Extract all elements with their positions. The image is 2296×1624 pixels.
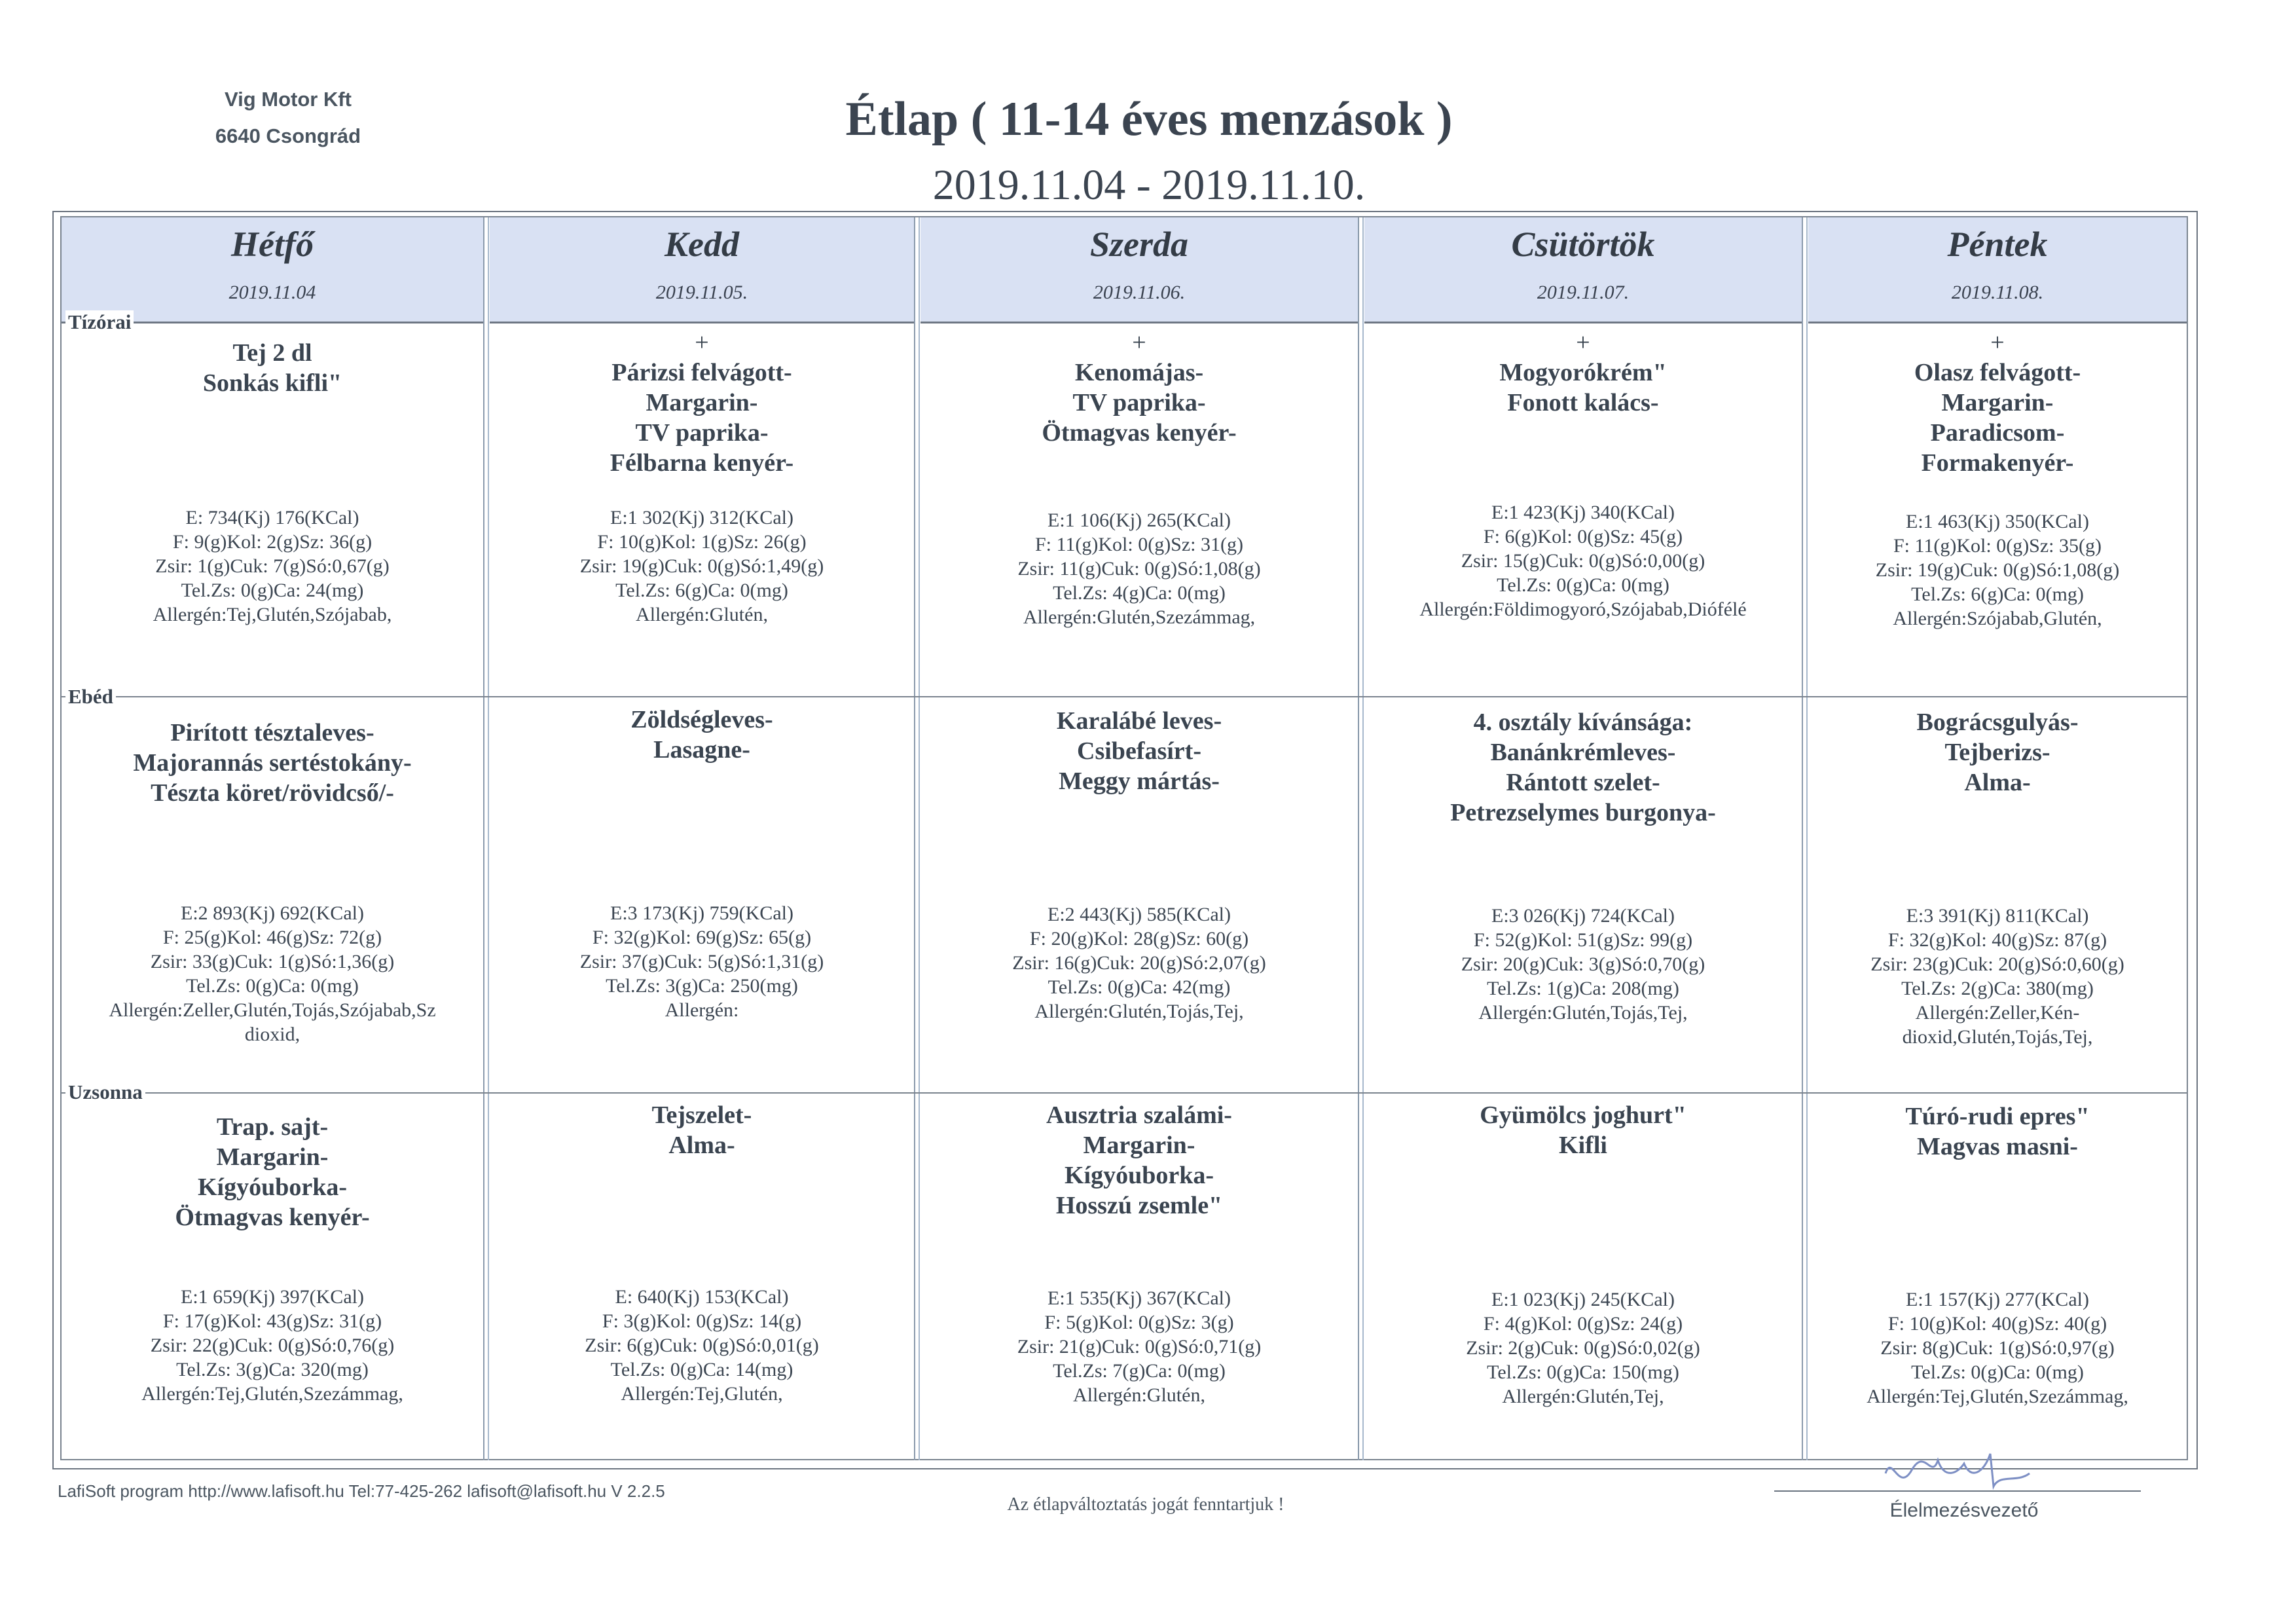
text-line: Zsir: 6(g)Cuk: 0(g)Só:0,01(g)	[585, 1335, 819, 1356]
text-line: Bográcsgulyás-	[1916, 709, 2079, 736]
text-line: Tészta köret/rövidcső/-	[151, 779, 394, 807]
text-line: Alma-	[668, 1132, 735, 1159]
text-line: Allergén:Glutén,	[636, 604, 768, 625]
day-date: 2019.11.05.	[655, 282, 748, 303]
text-line: Zsir: 23(g)Cuk: 20(g)Só:0,60(g)	[1870, 953, 2124, 975]
dish-list	[920, 1100, 1358, 1221]
text-line: Zsir: 15(g)Cuk: 0(g)Só:0,00(g)	[1461, 550, 1705, 572]
text-line: Allergén:Tej,Glutén,Szezámmag,	[1867, 1386, 2128, 1407]
day-header-wednesday	[920, 217, 1358, 323]
text-line: F: 25(g)Kol: 46(g)Sz: 72(g)	[162, 927, 382, 948]
text-line: E:1 423(Kj) 340(KCal)	[1491, 502, 1675, 523]
menu-cell	[62, 338, 483, 398]
text-line: F: 6(g)Kol: 0(g)Sz: 45(g)	[1483, 526, 1683, 547]
text-line: F: 17(g)Kol: 43(g)Sz: 31(g)	[162, 1310, 382, 1332]
text-line: Allergén:Tej,Glutén,Szójabab,	[153, 604, 392, 625]
text-line: Zsir: 19(g)Cuk: 0(g)Só:1,49(g)	[579, 555, 824, 577]
section-label-uzsonna: Uzsonna	[65, 1080, 145, 1104]
text-line: TV paprika-	[635, 419, 769, 447]
nutrition-info	[1364, 904, 1802, 1025]
menu-cell	[920, 706, 1358, 796]
text-line: Tel.Zs: 3(g)Ca: 250(mg)	[606, 975, 798, 997]
signature-label: Élelmezésvezető	[1889, 1500, 2039, 1521]
text-line: Kígyóuborka-	[1064, 1162, 1214, 1189]
day-header-tuesday	[490, 217, 914, 323]
text-line: Túró-rudi epres"	[1905, 1103, 2090, 1130]
text-line: Mogyorókrém"	[1499, 359, 1667, 386]
text-line: F: 4(g)Kol: 0(g)Sz: 24(g)	[1483, 1313, 1683, 1335]
section-label-ebed: Ebéd	[65, 685, 116, 709]
day-date: 2019.11.08.	[1951, 282, 2044, 303]
text-line: Majorannás sertéstokány-	[133, 749, 412, 777]
plus-sign: +	[1576, 329, 1590, 356]
menu-cell	[62, 1112, 483, 1232]
text-line: Tel.Zs: 7(g)Ca: 0(mg)	[1053, 1360, 1226, 1382]
text-line: Tel.Zs: 0(g)Ca: 150(mg)	[1487, 1361, 1679, 1383]
text-line: Tel.Zs: 6(g)Ca: 0(mg)	[615, 580, 788, 601]
column-divider	[914, 217, 915, 1460]
text-line: F: 20(g)Kol: 28(g)Sz: 60(g)	[1029, 928, 1249, 950]
text-line: Allergén:Szójabab,Glutén,	[1893, 608, 2102, 629]
company-address: 6640 Csongrád	[215, 124, 361, 147]
plus-sign: +	[1990, 329, 2005, 356]
text-line: F: 11(g)Kol: 0(g)Sz: 35(g)	[1893, 535, 2102, 557]
menu-cell	[1808, 1101, 2187, 1162]
text-line: Zsir: 20(g)Cuk: 3(g)Só:0,70(g)	[1461, 953, 1705, 975]
signature-line	[1774, 1490, 2141, 1492]
nutrition-info	[490, 1285, 914, 1406]
text-line: Tel.Zs: 4(g)Ca: 0(mg)	[1053, 582, 1226, 604]
menu-period: 2019.11.04 - 2019.11.10.	[932, 161, 1366, 209]
text-line: Tel.Zs: 0(g)Ca: 0(mg)	[186, 975, 359, 997]
text-line: Kígyóuborka-	[197, 1173, 348, 1201]
text-line: F: 32(g)Kol: 69(g)Sz: 65(g)	[592, 927, 812, 948]
signature-icon	[1872, 1434, 2043, 1500]
text-line: dioxid,Glutén,Tojás,Tej,	[1902, 1026, 2093, 1048]
dish-list	[490, 705, 914, 765]
text-line: Gyümölcs joghurt"	[1480, 1101, 1686, 1129]
dish-list	[1364, 707, 1802, 828]
text-line: Olasz felvágott-	[1914, 359, 2081, 386]
dish-list	[490, 358, 914, 478]
text-line: Margarin-	[216, 1143, 329, 1171]
day-header-friday	[1808, 217, 2187, 323]
day-name: Kedd	[665, 225, 739, 264]
menu-cell	[62, 718, 483, 808]
text-line: Tel.Zs: 0(g)Ca: 0(mg)	[1911, 1361, 2084, 1383]
day-date: 2019.11.07.	[1537, 282, 1630, 303]
text-line: Rántott szelet-	[1506, 769, 1660, 796]
menu-cell	[490, 1100, 914, 1160]
text-line: E:1 659(Kj) 397(KCal)	[181, 1286, 364, 1308]
text-line: E: 640(Kj) 153(KCal)	[615, 1286, 789, 1308]
text-line: Tejberizs-	[1944, 739, 2050, 766]
day-date: 2019.11.04	[228, 282, 316, 303]
text-line: Ötmagvas kenyér-	[175, 1204, 370, 1231]
text-line: Tel.Zs: 6(g)Ca: 0(mg)	[1911, 583, 2084, 605]
day-name: Csütörtök	[1511, 225, 1655, 264]
text-line: E:1 302(Kj) 312(KCal)	[610, 507, 793, 528]
dish-list	[1364, 1100, 1802, 1160]
text-line: Csibefasírt-	[1077, 737, 1201, 765]
menu-cell	[490, 705, 914, 765]
text-line: Tel.Zs: 0(g)Ca: 24(mg)	[181, 580, 364, 601]
nutrition-info	[62, 901, 483, 1046]
text-line: Ausztria szalámi-	[1046, 1101, 1232, 1129]
text-line: Zsir: 33(g)Cuk: 1(g)Só:1,36(g)	[150, 951, 395, 972]
nutrition-info	[920, 508, 1358, 629]
text-line: Formakenyér-	[1921, 449, 2074, 477]
text-line: F: 5(g)Kol: 0(g)Sz: 3(g)	[1044, 1312, 1234, 1333]
dish-list	[1808, 1101, 2187, 1162]
text-line: Margarin-	[1941, 389, 2054, 416]
text-line: Lasagne-	[653, 736, 750, 764]
menu-cell	[1808, 707, 2187, 798]
nutrition-info	[1808, 509, 2187, 631]
dish-list	[920, 358, 1358, 448]
text-line: 4. osztály kívánsága:	[1473, 709, 1693, 736]
nutrition-info	[62, 506, 483, 627]
column-divider	[488, 217, 489, 1460]
text-line: Paradicsom-	[1930, 419, 2065, 447]
text-line: Allergén:Tej,Glutén,	[621, 1383, 783, 1405]
text-line: E:3 391(Kj) 811(KCal)	[1906, 905, 2089, 927]
text-line: Allergén:Zeller,Glutén,Tojás,Szójabab,Sz	[109, 999, 436, 1021]
day-name: Szerda	[1089, 225, 1189, 264]
text-line: E:1 157(Kj) 277(KCal)	[1906, 1289, 2089, 1310]
text-line: Allergén:Glutén,	[1073, 1384, 1205, 1406]
text-line: Félbarna kenyér-	[610, 449, 794, 477]
text-line: Petrezselymes burgonya-	[1450, 799, 1716, 826]
text-line: Kifli	[1559, 1132, 1607, 1159]
text-line: Allergén:Glutén,Tojás,Tej,	[1478, 1002, 1688, 1024]
text-line: Zsir: 11(g)Cuk: 0(g)Só:1,08(g)	[1017, 558, 1261, 580]
text-line: Tel.Zs: 2(g)Ca: 380(mg)	[1901, 978, 2094, 999]
text-line: E:1 023(Kj) 245(KCal)	[1491, 1289, 1675, 1310]
nutrition-info	[62, 1285, 483, 1406]
text-line: Zsir: 16(g)Cuk: 20(g)Só:2,07(g)	[1012, 952, 1266, 974]
text-line: Zsir: 8(g)Cuk: 1(g)Só:0,97(g)	[1880, 1337, 2115, 1359]
menu-cell	[490, 327, 914, 478]
text-line: Zsir: 2(g)Cuk: 0(g)Só:0,02(g)	[1466, 1337, 1700, 1359]
text-line: F: 10(g)Kol: 40(g)Sz: 40(g)	[1887, 1313, 2107, 1335]
text-line: F: 9(g)Kol: 2(g)Sz: 36(g)	[172, 531, 373, 553]
text-line: Allergén:Földimogyoró,Szójabab,Diófélé	[1419, 599, 1747, 620]
menu-cell	[1364, 1100, 1802, 1160]
text-line: Zsir: 1(g)Cuk: 7(g)Só:0,67(g)	[155, 555, 390, 577]
text-line: E:1 106(Kj) 265(KCal)	[1048, 509, 1231, 531]
column-divider	[483, 217, 484, 1460]
text-line: Margarin-	[646, 389, 758, 416]
day-name: Hétfő	[231, 225, 314, 264]
text-line: F: 52(g)Kol: 51(g)Sz: 99(g)	[1473, 929, 1693, 951]
page-title: Étlap ( 11-14 éves menzások )	[845, 92, 1453, 146]
text-line: Alma-	[1964, 769, 2031, 796]
nutrition-info	[490, 901, 914, 1022]
text-line: Hosszú zsemle"	[1055, 1192, 1223, 1219]
text-line: E:2 893(Kj) 692(KCal)	[181, 902, 364, 924]
text-line: Tel.Zs: 3(g)Ca: 320(mg)	[176, 1359, 369, 1380]
text-line: Tel.Zs: 0(g)Ca: 0(mg)	[1497, 574, 1669, 596]
dish-list	[1808, 358, 2187, 478]
plus-sign: +	[1132, 329, 1146, 356]
nutrition-info	[1364, 1287, 1802, 1409]
column-divider	[1806, 217, 1808, 1460]
text-line: Banánkrémleves-	[1490, 739, 1676, 766]
text-line: Allergén:Zeller,Kén-	[1915, 1002, 2080, 1024]
dish: Tej 2 dl	[232, 339, 312, 367]
column-divider	[919, 217, 920, 1460]
day-header-thursday	[1364, 217, 1802, 323]
nutrition-info	[920, 902, 1358, 1024]
text-line: TV paprika-	[1072, 389, 1206, 416]
text-line: E:3 026(Kj) 724(KCal)	[1491, 905, 1675, 927]
column-divider	[1362, 217, 1364, 1460]
software-credit: LafiSoft program http://www.lafisoft.hu Tel:77-425-262 lafisoft@lafisoft.hu V 2.2.5	[58, 1481, 665, 1501]
column-divider	[1802, 217, 1803, 1460]
text-line: Karalábé leves-	[1056, 707, 1222, 735]
text-line: Allergén:Glutén,Tej,	[1502, 1386, 1664, 1407]
text-line: F: 11(g)Kol: 0(g)Sz: 31(g)	[1034, 534, 1244, 555]
text-line: Zsir: 22(g)Cuk: 0(g)Só:0,76(g)	[150, 1335, 395, 1356]
nutrition-info	[920, 1286, 1358, 1407]
company-name: Vig Motor Kft	[224, 88, 352, 111]
dish-list	[920, 706, 1358, 796]
text-line: Ötmagvas kenyér-	[1042, 419, 1237, 447]
text-line: Meggy mártás-	[1059, 767, 1220, 795]
text-line: Kenomájas-	[1074, 359, 1204, 386]
text-line: E:1 463(Kj) 350(KCal)	[1906, 511, 2089, 532]
day-name: Péntek	[1947, 225, 2048, 264]
text-line: Margarin-	[1083, 1132, 1195, 1159]
text-line: Zöldségleves-	[630, 706, 773, 733]
text-line: F: 3(g)Kol: 0(g)Sz: 14(g)	[602, 1310, 802, 1332]
disclaimer: Az étlapváltoztatás jogát fenntartjuk !	[1007, 1494, 1285, 1515]
dish: Sonkás kifli"	[202, 369, 342, 397]
column-divider	[1358, 217, 1359, 1460]
nutrition-info	[1364, 500, 1802, 621]
text-line: Zsir: 21(g)Cuk: 0(g)Só:0,71(g)	[1017, 1336, 1262, 1357]
text-line: Magvas masni-	[1917, 1133, 2078, 1160]
menu-cell	[1364, 707, 1802, 828]
text-line: Trap. sajt-	[216, 1113, 329, 1141]
text-line: E:2 443(Kj) 585(KCal)	[1048, 904, 1231, 925]
menu-cell	[1808, 327, 2187, 478]
text-line: Allergén:Glutén,Szezámmag,	[1023, 606, 1256, 628]
dish-list	[1364, 358, 1802, 418]
text-line: Tel.Zs: 1(g)Ca: 208(mg)	[1487, 978, 1679, 999]
section-label-tizorai: Tízórai	[65, 310, 134, 334]
nutrition-info	[490, 506, 914, 627]
menu-cell	[920, 327, 1358, 448]
dish-list	[490, 1100, 914, 1160]
dish-list	[62, 338, 483, 398]
dish-list	[62, 1112, 483, 1232]
text-line: dioxid,	[244, 1024, 301, 1045]
text-line: Pirított tésztaleves-	[170, 719, 374, 747]
row-divider	[60, 1092, 2188, 1094]
text-line: Fonott kalács-	[1507, 389, 1659, 416]
dish-list	[62, 718, 483, 808]
text-line: Allergén:	[665, 999, 739, 1021]
menu-cell	[1364, 327, 1802, 418]
text-line: Tejszelet-	[651, 1101, 752, 1129]
nutrition-info	[1808, 904, 2187, 1049]
text-line: Allergén:Glutén,Tojás,Tej,	[1034, 1001, 1244, 1022]
text-line: Allergén:Tej,Glutén,Szezámmag,	[141, 1383, 403, 1405]
nutrition-info	[1808, 1287, 2187, 1409]
day-header-monday	[62, 217, 483, 323]
text-line: E:1 535(Kj) 367(KCal)	[1048, 1287, 1231, 1309]
text-line: Tel.Zs: 0(g)Ca: 42(mg)	[1048, 976, 1231, 998]
text-line: Zsir: 19(g)Cuk: 0(g)Só:1,08(g)	[1875, 559, 2120, 581]
text-line: Tel.Zs: 0(g)Ca: 14(mg)	[610, 1359, 793, 1380]
plus-sign: +	[695, 329, 709, 356]
day-date: 2019.11.06.	[1093, 282, 1186, 303]
text-line: F: 32(g)Kol: 40(g)Sz: 87(g)	[1887, 929, 2107, 951]
text-line: Zsir: 37(g)Cuk: 5(g)Só:1,31(g)	[579, 951, 824, 972]
text-line: F: 10(g)Kol: 1(g)Sz: 26(g)	[597, 531, 807, 553]
dish-list	[1808, 707, 2187, 798]
text-line: Párizsi felvágott-	[611, 359, 792, 386]
text-line: E: 734(Kj) 176(KCal)	[185, 507, 359, 528]
row-divider	[60, 696, 2188, 697]
menu-cell	[920, 1100, 1358, 1221]
text-line: E:3 173(Kj) 759(KCal)	[610, 902, 793, 924]
